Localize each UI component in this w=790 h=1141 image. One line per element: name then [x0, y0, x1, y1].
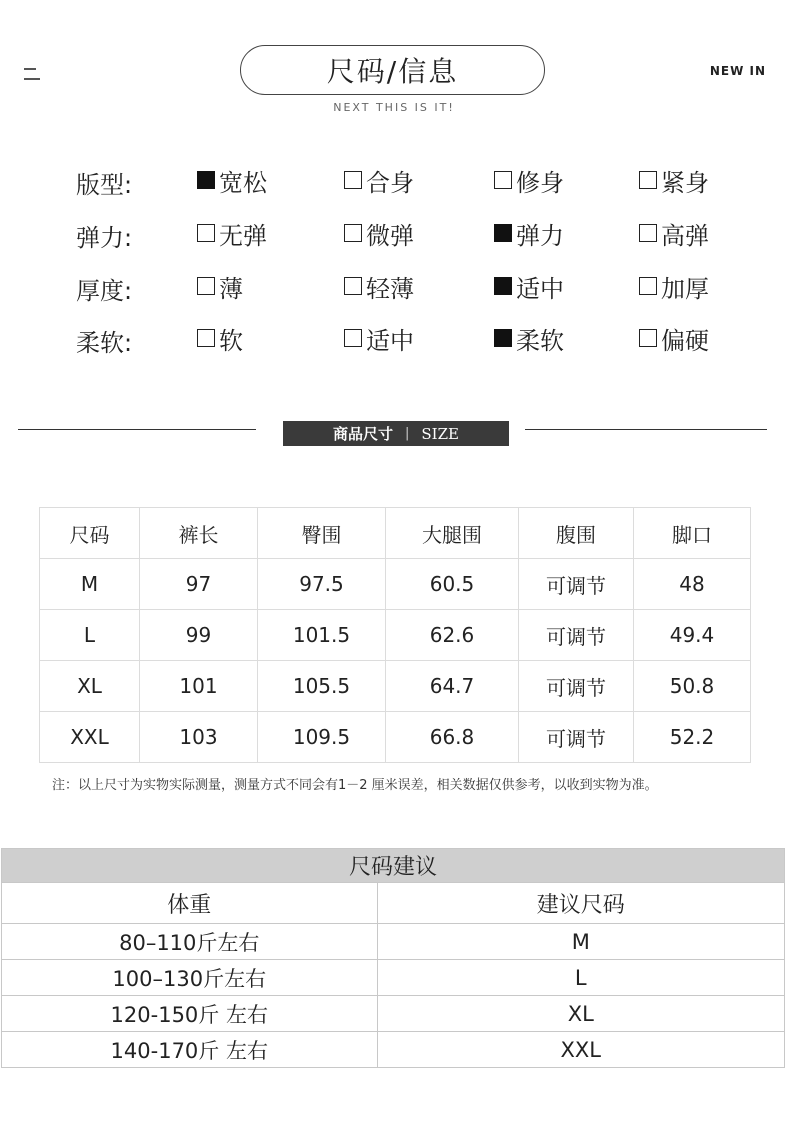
checkbox — [344, 329, 362, 347]
section-title-cn: 商品尺寸 — [333, 425, 394, 443]
attribute-option — [344, 218, 414, 248]
attribute-row-stretch — [76, 218, 776, 252]
attribute-option-label: 偏硬 — [661, 326, 709, 355]
table-cell: 50.8 — [634, 661, 751, 712]
checkbox — [197, 277, 215, 295]
attribute-option — [494, 323, 564, 353]
attribute-option-label: 适中 — [366, 326, 414, 355]
table-cell: 62.6 — [386, 610, 519, 661]
table-cell: 可调节 — [519, 661, 634, 712]
table-cell: XXL — [40, 712, 140, 763]
attribute-option-label: 轻薄 — [366, 274, 414, 303]
table-header-cell: 脚口 — [634, 508, 751, 559]
recommendation-title-row — [2, 849, 785, 883]
new-in-badge: NEW IN — [709, 64, 766, 78]
recommendation-title: 尺码建议 — [2, 849, 785, 883]
checkbox — [344, 171, 362, 189]
section-title-en: SIZE — [421, 424, 459, 443]
checkbox — [197, 329, 215, 347]
attribute-option-label: 紧身 — [661, 168, 709, 197]
table-row — [2, 1032, 785, 1068]
table-header-cell: 裤长 — [140, 508, 258, 559]
checkbox — [344, 224, 362, 242]
attribute-option-label: 合身 — [366, 168, 414, 197]
table-row — [2, 996, 785, 1032]
attribute-option — [344, 323, 414, 353]
attribute-option — [344, 165, 414, 195]
table-cell: 99 — [140, 610, 258, 661]
table-row — [40, 661, 751, 712]
checkbox — [494, 224, 512, 242]
table-cell: 可调节 — [519, 712, 634, 763]
table-cell: XL — [40, 661, 140, 712]
attribute-option-label: 宽松 — [219, 168, 267, 197]
section-title — [283, 421, 509, 446]
attribute-option-label: 软 — [219, 326, 243, 355]
attribute-option-label: 加厚 — [661, 274, 709, 303]
checkbox — [197, 171, 215, 189]
divider-line-left — [18, 429, 256, 430]
attribute-option — [494, 271, 564, 301]
table-cell: 97.5 — [258, 559, 386, 610]
table-header-cell: 体重 — [2, 883, 378, 924]
table-cell: 105.5 — [258, 661, 386, 712]
table-header-cell: 尺码 — [40, 508, 140, 559]
checkbox — [344, 277, 362, 295]
table-row — [40, 610, 751, 661]
attribute-option — [639, 218, 709, 248]
attribute-option-label: 修身 — [516, 168, 564, 197]
checkbox — [197, 224, 215, 242]
table-cell: 49.4 — [634, 610, 751, 661]
menu-icon[interactable] — [24, 68, 40, 80]
measurement-note: 注：以上尺寸为实物实际测量，测量方式不同会有1－2 厘米误差，相关数据仅供参考，以收到实物为准。 — [52, 778, 658, 793]
checkbox — [494, 171, 512, 189]
table-header-cell: 大腿围 — [386, 508, 519, 559]
table-header-cell: 建议尺码 — [377, 883, 784, 924]
table-cell: 109.5 — [258, 712, 386, 763]
attribute-option — [639, 165, 709, 195]
attribute-option-label: 高弹 — [661, 221, 709, 250]
attribute-option — [344, 271, 414, 301]
attribute-option — [494, 165, 564, 195]
attribute-option-label: 微弹 — [366, 221, 414, 250]
table-header-row — [40, 508, 751, 559]
table-cell: 101.5 — [258, 610, 386, 661]
table-cell: L — [40, 610, 140, 661]
attribute-option-label: 弹力 — [516, 221, 564, 250]
attribute-row-thickness — [76, 271, 776, 305]
attribute-option-label: 薄 — [219, 274, 243, 303]
table-header-cell: 腹围 — [519, 508, 634, 559]
table-cell: 52.2 — [634, 712, 751, 763]
attribute-option — [197, 218, 267, 248]
section-title-separator: | — [405, 426, 410, 441]
checkbox — [639, 329, 657, 347]
table-cell: 103 — [140, 712, 258, 763]
attribute-option — [639, 323, 709, 353]
checkbox — [639, 224, 657, 242]
table-cell: 66.8 — [386, 712, 519, 763]
attribute-label: 版型: — [76, 171, 133, 199]
table-cell: 100–130斤左右 — [2, 960, 378, 996]
attribute-option — [197, 323, 243, 353]
attribute-row-fit — [76, 165, 776, 199]
table-header-cell: 臀围 — [258, 508, 386, 559]
table-header-row — [2, 883, 785, 924]
table-cell: M — [377, 924, 784, 960]
table-cell: 60.5 — [386, 559, 519, 610]
divider-line-right — [525, 429, 767, 430]
table-cell: 120-150斤 左右 — [2, 996, 378, 1032]
size-recommendation-table — [1, 848, 785, 1068]
table-cell: 97 — [140, 559, 258, 610]
checkbox — [494, 329, 512, 347]
attribute-option — [494, 218, 564, 248]
attribute-label: 柔软: — [76, 329, 133, 357]
table-cell: M — [40, 559, 140, 610]
table-cell: 可调节 — [519, 610, 634, 661]
attribute-option — [639, 271, 709, 301]
table-cell: 80–110斤左右 — [2, 924, 378, 960]
attribute-row-softness — [76, 323, 776, 357]
checkbox — [494, 277, 512, 295]
table-row — [2, 924, 785, 960]
attribute-label: 弹力: — [76, 224, 133, 252]
table-cell: L — [377, 960, 784, 996]
attribute-option-label: 适中 — [516, 274, 564, 303]
table-row — [40, 559, 751, 610]
attribute-option-label: 柔软 — [516, 326, 564, 355]
table-cell: 48 — [634, 559, 751, 610]
table-cell: 64.7 — [386, 661, 519, 712]
size-table — [39, 507, 751, 763]
table-row — [2, 960, 785, 996]
table-cell: 可调节 — [519, 559, 634, 610]
checkbox — [639, 277, 657, 295]
table-cell: XXL — [377, 1032, 784, 1068]
checkbox — [639, 171, 657, 189]
attribute-label: 厚度: — [76, 277, 133, 305]
page-title — [240, 45, 545, 95]
page-subtitle: NEXT THIS IS IT! — [333, 101, 455, 114]
page-title-text: 尺码/信息 — [326, 55, 459, 88]
table-cell: 140-170斤 左右 — [2, 1032, 378, 1068]
attribute-option — [197, 271, 243, 301]
table-cell: XL — [377, 996, 784, 1032]
attribute-option-label: 无弹 — [219, 221, 267, 250]
table-cell: 101 — [140, 661, 258, 712]
table-row — [40, 712, 751, 763]
attribute-option — [197, 165, 267, 195]
